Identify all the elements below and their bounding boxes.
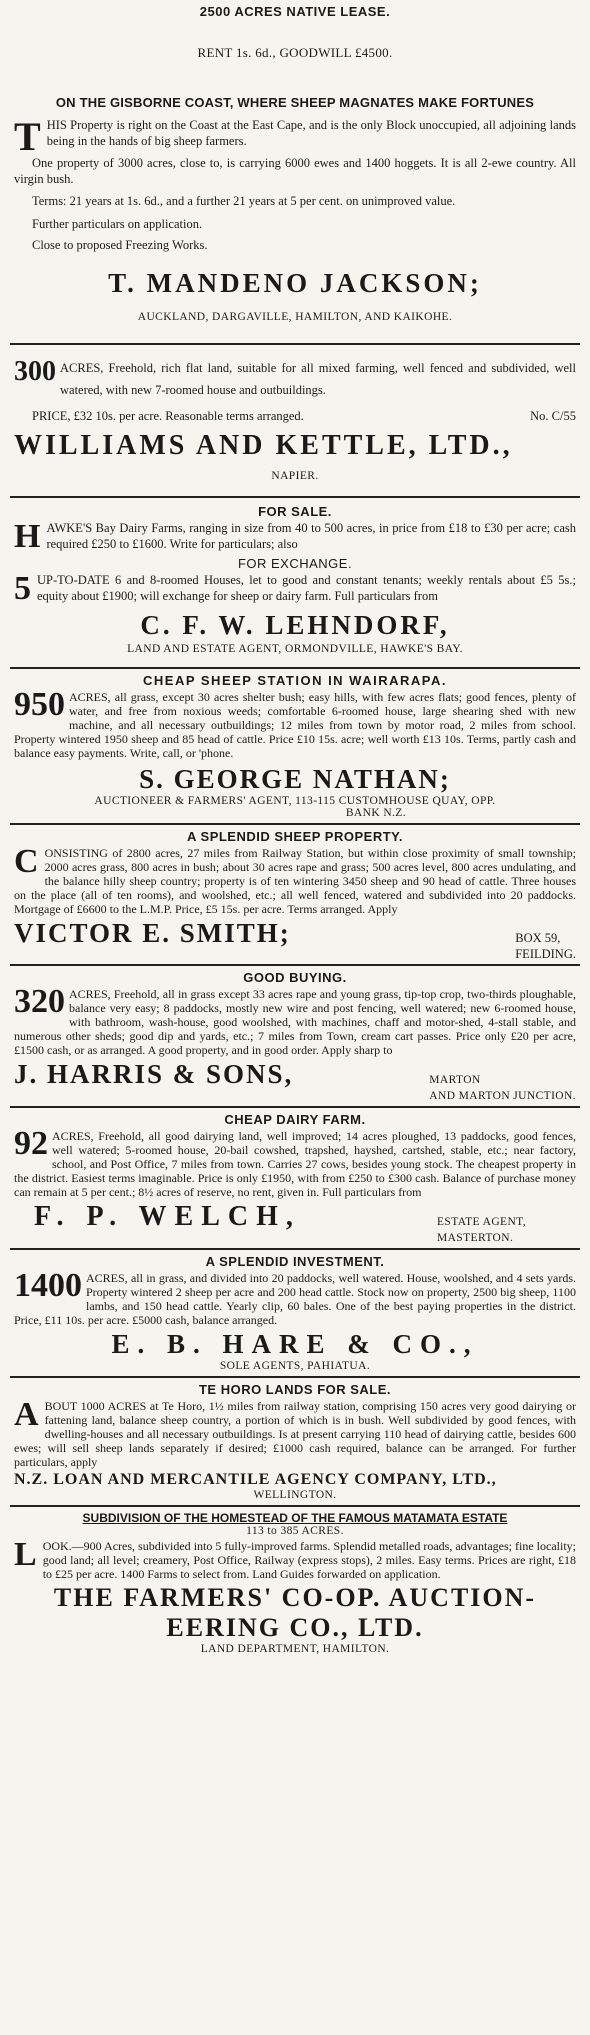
ad-heading: TE HORO LANDS FOR SALE. bbox=[198, 1382, 392, 1397]
agent-name: J. HARRIS & SONS, bbox=[14, 1059, 294, 1089]
ad-paragraph: OOK.—900 Acres, subdivided into 5 fully-improved farms. Splendid metalled roads, advantages; fine locality; good land; all level; creamery, Post Office, Railway (express stops), 2 miles. Easy terms. Prices are right, £18 to £25 per acre. 1400 Farms to select from. Land Guides forwarded on application. bbox=[42, 1539, 576, 1581]
drop-number: 950 bbox=[14, 686, 65, 723]
agent-name: EERING CO., LTD. bbox=[166, 1613, 424, 1642]
ad-heading: CHEAP SHEEP STATION IN WAIRARAPA. bbox=[143, 673, 447, 688]
agent-name: N.Z. LOAN AND MERCANTILE AGENCY COMPANY, LTD., bbox=[14, 1471, 497, 1488]
ad-paragraph: ONSISTING of 2800 acres, 27 miles from Railway Station, but within close proximity of small township; 2000 acres grass, 800 acres in bush; about 30 acres rape and grass; 500 acres level, 800 acres undulating, and the balance hilly sheep country; property is of ten wintering 3450 sheep and 90 head of cattle. Three houses on the place (all of ten rooms), and woolshed, etc.; all well fenced, watered and subdivided into 20 paddocks. Mortgage of £6600 to the L.M.P. Price, £5 15s. per acre. Terms arranged. Apply bbox=[14, 846, 576, 916]
divider bbox=[10, 823, 580, 825]
ad-paragraph: Terms: 21 years at 1s. 6d., and a further 21 years at 5 per cent. on unimproved value. bbox=[32, 194, 456, 208]
drop-number: 92 bbox=[14, 1125, 48, 1162]
agent-tagline: MASTERTON. bbox=[436, 1231, 514, 1244]
agent-box: BOX 59, bbox=[515, 931, 561, 945]
divider bbox=[10, 1106, 580, 1108]
ad-matamata bbox=[10, 1511, 580, 1655]
ad-native-lease bbox=[10, 0, 580, 323]
ad-subheading: ON THE GISBORNE COAST, WHERE SHEEP MAGNATES MAKE FORTUNES bbox=[55, 95, 535, 110]
agent-name: F. P. WELCH, bbox=[34, 1201, 301, 1232]
drop-number: 320 bbox=[14, 983, 65, 1020]
divider bbox=[10, 1505, 580, 1507]
drop-cap: T bbox=[14, 114, 41, 159]
ad-300-acres bbox=[10, 357, 580, 483]
ad-heading: A SPLENDID SHEEP PROPERTY. bbox=[187, 829, 403, 844]
agent-name: WILLIAMS AND KETTLE, LTD., bbox=[14, 430, 513, 461]
agent-places: AUCKLAND, DARGAVILLE, HAMILTON, AND KAIKOHE. bbox=[137, 310, 453, 323]
agent-tagline: SOLE AGENTS, PAHIATUA. bbox=[219, 1360, 371, 1372]
ad-heading: FOR SALE. bbox=[258, 504, 332, 519]
ad-splendid-investment bbox=[10, 1254, 580, 1372]
ad-good-buying bbox=[10, 970, 580, 1104]
agent-place: MARTON bbox=[429, 1074, 481, 1086]
drop-number: 300 bbox=[14, 355, 56, 387]
ad-paragraph: Close to proposed Freezing Works. bbox=[32, 238, 208, 252]
agent-place: AND MARTON JUNCTION. bbox=[429, 1089, 576, 1102]
ad-te-horo bbox=[10, 1382, 580, 1501]
agent-name: T. MANDENO JACKSON; bbox=[108, 267, 482, 298]
ref-number: No. C/55 bbox=[530, 408, 576, 423]
ad-paragraph: BOUT 1000 ACRES at Te Horo, 1½ miles from railway station, comprising 150 acres very good dairying or fattening land, balance sheep country, a portion of which is in bush. Well subdivided by good fences, with dwelling-houses and all necessary outbuildings. Is at present carrying 110 head of dairying cattle, besides 600 ewes; will sell sheep lands separately if desired; £1000 cash required, balance can be arranged. For further particulars, apply bbox=[14, 1399, 576, 1469]
ad-hawkes-bay bbox=[10, 504, 580, 655]
divider bbox=[10, 667, 580, 669]
ad-wairarapa-station bbox=[10, 673, 580, 819]
agent-place: FEILDING. bbox=[515, 946, 576, 961]
divider bbox=[10, 496, 580, 498]
ad-paragraph: ACRES, Freehold, rich flat land, suitable for all mixed farming, well fenced and subdivided, well watered, with new 7-roomed house and outbuildings. bbox=[60, 360, 576, 397]
ad-heading: SUBDIVISION OF THE HOMESTEAD OF THE FAMOUS MATAMATA ESTATE bbox=[82, 1511, 508, 1525]
agent-tagline: LAND AND ESTATE AGENT, ORMONDVILLE, HAWKE'S BAY. bbox=[127, 643, 463, 655]
rent-line: RENT 1s. 6d., GOODWILL £4500. bbox=[197, 45, 393, 60]
ad-heading: A SPLENDID INVESTMENT. bbox=[205, 1254, 385, 1269]
ad-paragraph: ACRES, all grass, except 30 acres shelter bush; easy hills, with few acres flats; good fences, plenty of water, and free from noxious weeds; comfortable 6-roomed house, large shearing shed with new machine, and all necessary outbuildings; 12 miles from town by motor road, 2 miles from school. Property wintered 1950 sheep and 85 head of cattle. Price £10 15s. acre; well worth £13 10s. Terms, partly cash and balance easy payments. Write, call, or 'phone. bbox=[14, 690, 576, 760]
agent-tagline: LAND DEPARTMENT, HAMILTON. bbox=[200, 1643, 390, 1655]
ad-heading: CHEAP DAIRY FARM. bbox=[224, 1112, 366, 1127]
agent-place: NAPIER. bbox=[271, 470, 319, 482]
agent-name: E. B. HARE & CO., bbox=[111, 1329, 479, 1359]
price-line: PRICE, £32 10s. per acre. Reasonable terms arranged. bbox=[32, 408, 304, 423]
divider bbox=[10, 1248, 580, 1250]
ad-heading: GOOD BUYING. bbox=[243, 970, 347, 985]
agent-tagline: AUCTIONEER & FARMERS' AGENT, 113-115 CUSTOMHOUSE QUAY, OPP. bbox=[94, 795, 496, 807]
drop-cap: H bbox=[14, 518, 41, 555]
ad-splendid-sheep bbox=[10, 829, 580, 962]
agent-tagline: ESTATE AGENT, bbox=[436, 1216, 526, 1228]
divider bbox=[10, 964, 580, 966]
agent-name: S. GEORGE NATHAN; bbox=[139, 764, 451, 794]
ad-paragraph: ACRES, Freehold, all in grass except 33 acres rape and young grass, tip-top crop, two-thirds ploughable, balance very easy; 8 paddocks, mostly new wire and post fencing, well watered; new 6-roomed house, with bathroom, wash-house, good woolshed, with machines, chaff and motor-shed, 4-stall stable, and numerous other sheds; good dip and yards, etc.; 7 miles from Town, cream cart passes. Price only £20 per acre, £1500 cash, or as arranged. A good property, and in good order. Apply sharp to bbox=[14, 987, 576, 1057]
drop-number: 5 bbox=[14, 570, 31, 607]
divider bbox=[10, 343, 580, 345]
ad-paragraph: AWKE'S Bay Dairy Farms, ranging in size from 40 to 500 acres, in price from £18 to £30 per acre; cash required £250 to £1600. Write for particulars; also bbox=[46, 521, 576, 551]
drop-number: 1400 bbox=[14, 1267, 82, 1304]
ad-paragraph: ACRES, Freehold, all good dairying land, well improved; 14 acres ploughed, 13 paddocks, good fences, well watered; 5-roomed house, 20-bail cowshed, trapshed, hayshed, cartshed, stable, etc.; near factory, school, and Post Office, 7 miles from town. Carries 27 cows, besides young stock. The cheapest property in the district. Easiest terms imaginable. Price is only £1950, with from £250 to £300 cash. Balance of purchase money can remain at 5 per cent.; 8½ acres of reserve, no rent, given in. Full particulars from bbox=[14, 1129, 576, 1199]
ad-heading: 2500 ACRES NATIVE LEASE. bbox=[199, 4, 391, 19]
divider bbox=[10, 1376, 580, 1378]
ad-heading: FOR EXCHANGE. bbox=[237, 556, 353, 571]
ad-paragraph: UP-TO-DATE 6 and 8-roomed Houses, let to good and constant tenants; weekly rentals about £5 5s.; equity about £1900; will exchange for sheep or dairy farm. Full particulars from bbox=[37, 573, 576, 603]
ad-cheap-dairy bbox=[10, 1112, 580, 1246]
ad-paragraph: HIS Property is right on the Coast at the East Cape, and is the only Block unoccupied, all adjoining lands being in the hands of big sheep farmers. bbox=[46, 118, 576, 148]
agent-name: THE FARMERS' CO-OP. AUCTION- bbox=[53, 1583, 537, 1612]
drop-cap: L bbox=[14, 1536, 37, 1573]
ad-paragraph: ACRES, all in grass, and divided into 20 paddocks, well watered. House, woolshed, and 4 sets yards. Property wintered 2 sheep per acre and 200 head cattle. Stock now on property, 2500 big sheep, 1100 lambs, and 150 head cattle. Yearly clip, 60 bales. One of the best paying properties in the district. Price, £11 10s. per acre. £5000 cash, balance arranged. bbox=[14, 1271, 576, 1327]
drop-cap: A bbox=[14, 1396, 39, 1433]
agent-name: VICTOR E. SMITH; bbox=[14, 918, 291, 948]
agent-tagline: BANK N.Z. bbox=[345, 807, 406, 819]
ad-paragraph: Further particulars on application. bbox=[32, 216, 203, 231]
agent-name: C. F. W. LEHNDORF, bbox=[140, 610, 450, 640]
drop-cap: C bbox=[14, 843, 39, 880]
ad-paragraph: One property of 3000 acres, close to, is carrying 6000 ewes and 1400 hoggets. It is all 2-ewe country. All virgin bush. bbox=[14, 156, 576, 186]
ad-subheading: 113 to 385 ACRES. bbox=[246, 1525, 344, 1537]
agent-place: WELLINGTON. bbox=[253, 1489, 337, 1501]
